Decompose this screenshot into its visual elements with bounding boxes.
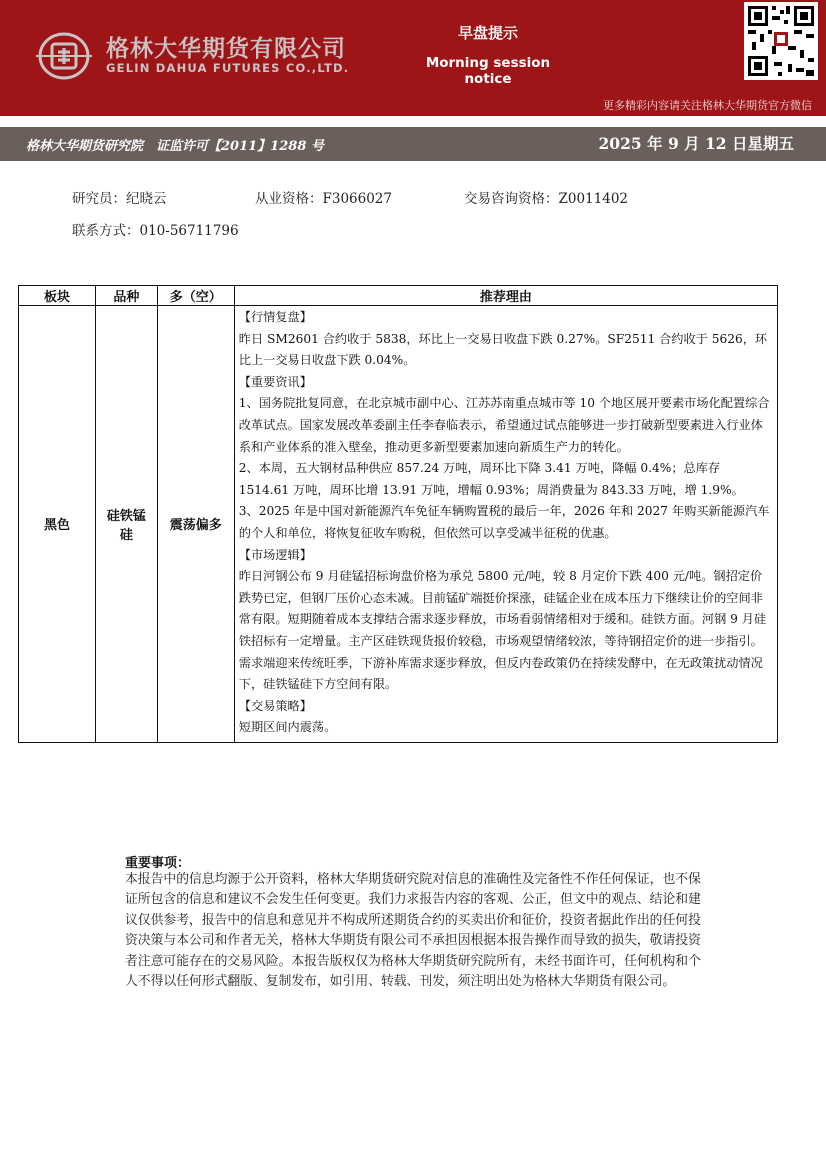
institute-bar [0,127,826,161]
company-logo-icon [34,30,94,82]
qr-code-icon [744,2,818,80]
report-date: 2025 年 9 月 12 日星期五 [598,134,794,153]
header-sector: 板块 [19,286,96,306]
notice-title-en: Morning session notice [425,55,551,87]
review-text: 昨日 SM2601 合约收于 5838，环比上一交易日收盘下跌 0.27%。SF2511 合约收于 5626，环比上一交易日收盘下跌 0.04%。 [238,331,768,368]
company-name-en: GELIN DAHUA FUTURES CO.,LTD. [106,61,350,75]
section-heading-news: 【重要资讯】 [238,374,312,389]
notice-title-cn: 早盘提示 [457,24,518,42]
cell-sector: 黑色 [19,306,96,743]
table-header-row [19,286,778,306]
header-direction: 多（空） [157,286,234,306]
notes-body: 本报告中的信息均源于公开资料，格林大华期货研究院对信息的准确性及完备性不作任何保证，也不保证所包含的信息和建议不会发生任何变更。我们力求报告内容的客观、公正，但文中的观点、结论和建议仅供参考，报告中的信息和意见并不构成所述期货合约的买卖出价和征价，投资者据此作出的任何投资决策与本公司和作者无关，格林大华期货有限公司不承担因根据本报告操作而导致的损失，敬请投资者注意可能存在的交易风险。本报告版权仅为格林大华期货研究院所有，未经书面许可，任何机构和个人不得以任何形式翻版、复制发布，如引用、转载、刊发，须注明出处为格林大华期货有限公司。 [125,872,701,990]
section-heading-strategy: 【交易策略】 [238,698,312,713]
follow-wechat-text: 更多精彩内容请关注格林大华期货官方微信 [603,99,812,112]
researcher-name: 研究员：纪晓云 [72,191,167,207]
logic-text: 昨日河钢公布 9 月硅锰招标询盘价格为承兑 5800 元/吨，较 8 月定价下跌 400 元/吨。钢招定价跌势已定，但钢厂压价心态未减。目前锰矿端挺价探涨，硅锰企业在成本压力下继续让价的空间非常有限。短期随着成本支撑结合需求逐步释放，市场看弱情绪相对于缓和。硅铁方面。河钢 9 月硅铁招标有一定增量。主产区硅铁现货报价较稳，市场观望情绪较浓，等待钢招定价的进一步指引。需求端迎来传统旺季，下游补库需求逐步释放，但反内卷政策仍在持续发酵中，在无政策扰动情况下，硅铁锰硅下方空间有限。 [238,569,767,692]
recommendation-table [18,285,778,743]
consult-qualification: 交易咨询资格：Z0011402 [464,191,629,207]
notes-title: 重要事项： [125,856,191,871]
cell-reason [234,306,777,743]
company-name-cn: 格林大华期货有限公司 [106,36,346,62]
news-item-2: 2、本周，五大钢材品种供应 857.24 万吨，周环比下降 3.41 万吨，降幅 0.4%；总库存 1514.61 万吨，周环比增 13.91 万吨，增幅 0.93%；周消费量为 843.33 万吨，增 1.9%。 [238,461,744,497]
strategy-text: 短期区间内震荡。 [238,720,337,735]
header-variety: 品种 [95,286,157,306]
cell-direction: 震荡偏多 [157,306,234,743]
header-banner [0,0,826,116]
news-item-3: 3、2025 年是中国对新能源汽车免征车辆购置税的最后一年，2026 年和 2027 年购买新能源汽车的个人和单位，将恢复征收车购税，但依然可以享受减半征税的优惠。 [238,504,770,540]
section-heading-review: 【行情复盘】 [238,310,312,324]
practice-qualification: 从业资格：F3066027 [255,191,392,207]
wechat-qr-code [744,2,818,80]
institute-license: 格林大华期货研究院 证监许可【2011】1288 号 [26,139,324,154]
contact-phone: 联系方式：010-56711796 [72,223,239,239]
cell-variety: 硅铁锰硅 [95,306,157,743]
table-row [19,306,778,743]
section-heading-logic: 【市场逻辑】 [238,547,312,562]
news-item-1: 1、国务院批复同意，在北京城市副中心、江苏苏南重点城市等 10 个地区展开要素市场化配置综合改革试点。国家发展改革委副主任李春临表示，希望通过试点能够进一步打破新型要素进入行业体系和产业体系的准入壁垒，推动更多新型要素加速向新质生产力的转化。 [238,396,770,454]
header-reason: 推荐理由 [234,286,777,306]
